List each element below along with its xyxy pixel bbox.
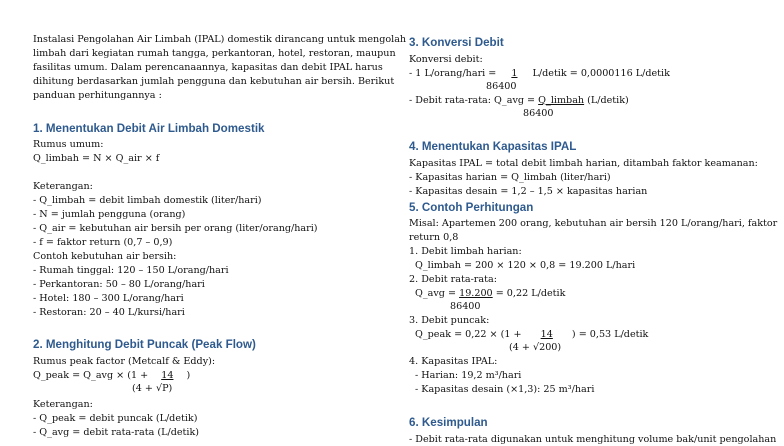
s5-step3-suffix: ) = 0,53 L/detik — [568, 329, 649, 340]
s5-intro-line: Misal: Apartemen 200 orang, kebutuhan air bersih 120 L/orang/hari, faktor — [409, 218, 778, 229]
s5-step3-label: 3. Debit puncak: — [409, 315, 490, 326]
section-4-heading: 4. Menentukan Kapasitas IPAL — [409, 140, 577, 153]
s3-line2-suffix: (L/detik) — [584, 95, 629, 106]
s3-line1-prefix: - 1 L/orang/hari = — [409, 68, 500, 79]
s1-ket-item: - Q_limbah = debit limbah domestik (liter/hari) — [33, 195, 262, 206]
intro-line: fasilitas umum. Dalam perencanaannya, kapasitas dan debit IPAL harus — [33, 62, 383, 73]
intro-line: panduan perhitungannya : — [33, 90, 162, 101]
s2-rumus-suffix: ) — [183, 370, 191, 381]
s5-step2-numerator: 19.200 — [459, 288, 493, 299]
s3-line2 — [409, 95, 629, 107]
s3-label: Konversi debit: — [409, 54, 483, 65]
s4-line: - Kapasitas desain = 1,2 – 1,5 × kapasitas harian — [409, 186, 648, 197]
s3-line2-numerator: Q_limbah — [538, 95, 585, 106]
s2-rumus-label: Rumus peak factor (Metcalf & Eddy): — [33, 356, 216, 367]
s3-line2-prefix: - Debit rata-rata: Q_avg = — [409, 95, 539, 106]
s5-step2-denominator: 86400 — [450, 301, 481, 312]
section-5-heading: 5. Contoh Perhitungan — [409, 201, 534, 214]
s2-ket-item: - Q_avg = debit rata-rata (L/detik) — [33, 427, 200, 438]
s2-rumus — [33, 370, 190, 382]
s5-step2-suffix: = 0,22 L/detik — [492, 288, 566, 299]
s5-intro-line: return 0,8 — [409, 232, 459, 243]
s1-ket-item: - Q_air = kebutuhan air bersih per orang (liter/orang/hari) — [33, 223, 318, 234]
s4-line: Kapasitas IPAL = total debit limbah harian, ditambah faktor keamanan: — [409, 158, 758, 169]
s5-step4-item: - Kapasitas desain (×1,3): 25 m³/hari — [415, 384, 595, 395]
s1-contoh-item: - Rumah tinggal: 120 – 150 L/orang/hari — [33, 265, 229, 276]
s1-ket-label: Keterangan: — [33, 181, 93, 192]
s1-rumus-label: Rumus umum: — [33, 139, 104, 150]
s5-step2-prefix: Q_avg = — [415, 288, 460, 299]
s5-step3-numerator: 14 — [540, 329, 553, 340]
section-2-heading: 2. Menghitung Debit Puncak (Peak Flow) — [33, 338, 256, 351]
s5-step1-label: 1. Debit limbah harian: — [409, 246, 522, 257]
s1-ket-item: - N = jumlah pengguna (orang) — [33, 209, 186, 220]
s3-line2-denominator: 86400 — [523, 108, 554, 119]
s2-ket-item: - Q_peak = debit puncak (L/detik) — [33, 413, 198, 424]
s4-line: - Kapasitas harian = Q_limbah (liter/hari) — [409, 172, 611, 183]
s5-step3-denominator: (4 + √200) — [509, 342, 562, 353]
intro-line: limbah dari kegiatan rumah tangga, perkantoran, hotel, restoran, maupun — [33, 48, 396, 59]
s3-line1-numerator: 1 — [511, 68, 518, 79]
s1-ket-item: - f = faktor return (0,7 – 0,9) — [33, 237, 173, 248]
section-3-heading: 3. Konversi Debit — [409, 36, 504, 49]
s2-rumus-numerator: 14 — [161, 370, 174, 381]
section-1-heading: 1. Menentukan Debit Air Limbah Domestik — [33, 122, 265, 135]
s2-rumus-denominator: (4 + √P) — [132, 383, 173, 394]
s5-step2 — [415, 288, 565, 300]
s5-step3-prefix: Q_peak = 0,22 × (1 + — [415, 329, 525, 340]
s1-contoh-item: - Restoran: 20 – 40 L/kursi/hari — [33, 307, 185, 318]
s6-line: - Debit rata-rata digunakan untuk menghitung volume bak/unit pengolahan — [409, 434, 777, 445]
s5-step4-label: 4. Kapasitas IPAL: — [409, 356, 498, 367]
intro-line: Instalasi Pengolahan Air Limbah (IPAL) domestik dirancang untuk mengolah — [33, 34, 407, 45]
s5-step3 — [415, 329, 648, 341]
section-6-heading: 6. Kesimpulan — [409, 416, 488, 429]
s5-step4-item: - Harian: 19,2 m³/hari — [415, 370, 522, 381]
s1-contoh-item: - Hotel: 180 – 300 L/orang/hari — [33, 293, 184, 304]
s1-contoh-item: - Perkantoran: 50 – 80 L/orang/hari — [33, 279, 205, 290]
intro-line: dihitung berdasarkan jumlah pengguna dan kebutuhan air bersih. Berikut — [33, 76, 395, 87]
s3-line1-denominator: 86400 — [486, 81, 517, 92]
s5-step2-label: 2. Debit rata-rata: — [409, 274, 497, 285]
s2-ket-label: Keterangan: — [33, 399, 93, 410]
s1-rumus: Q_limbah = N × Q_air × f — [33, 153, 160, 164]
s5-step1: Q_limbah = 200 × 120 × 0,8 = 19.200 L/hari — [415, 260, 636, 271]
s3-line1 — [409, 68, 670, 80]
s2-rumus-prefix: Q_peak = Q_avg × (1 + — [33, 370, 152, 381]
s1-contoh-label: Contoh kebutuhan air bersih: — [33, 251, 177, 262]
s3-line1-suffix: L/detik = 0,0000116 L/detik — [529, 68, 670, 79]
